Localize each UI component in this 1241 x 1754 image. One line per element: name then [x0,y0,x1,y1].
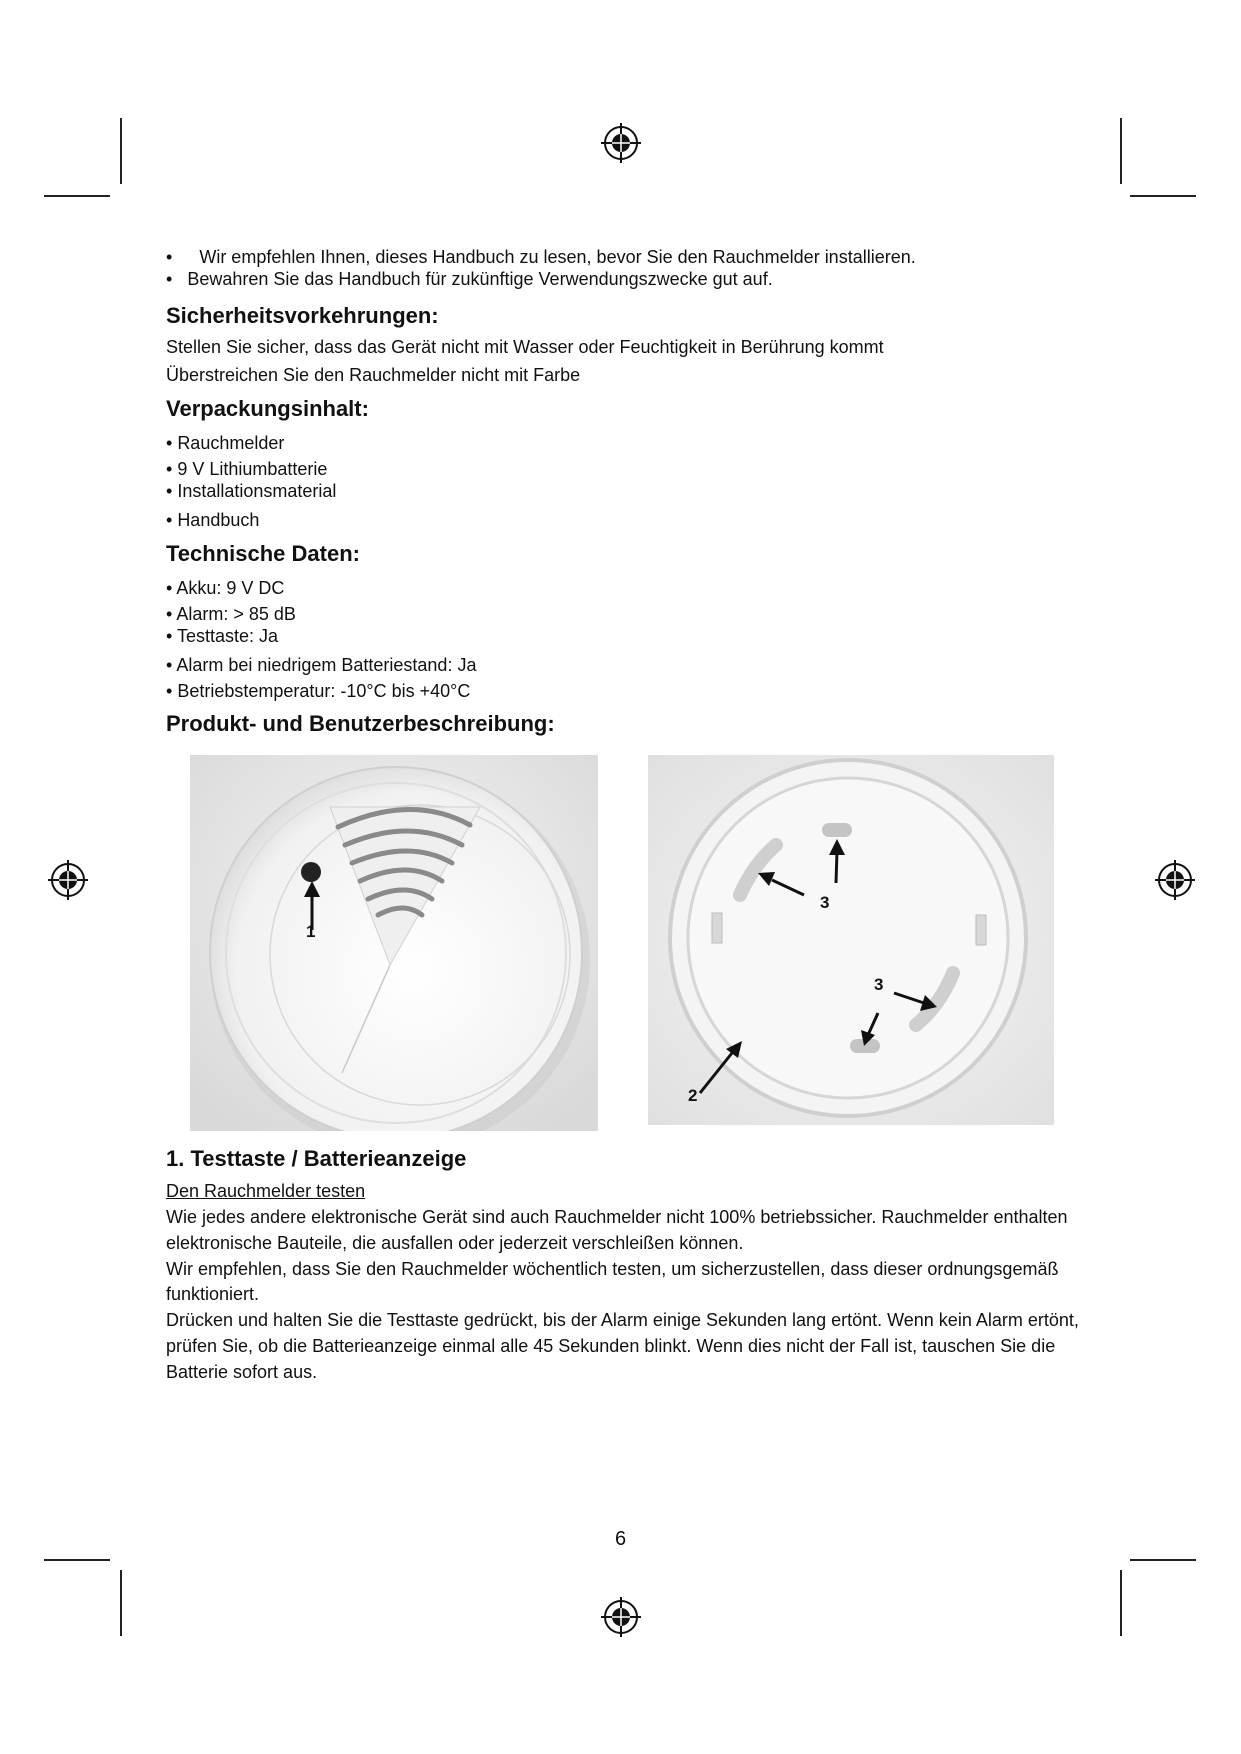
crop-mark-br-vertical [1120,1570,1122,1636]
test-button-led [301,862,321,882]
registration-mark-left [48,860,88,900]
spec-item-2: • Alarm: > 85 dB [166,604,296,624]
intro-bullet-2: • Bewahren Sie das Handbuch für zukünftige Verwendungszwecke gut auf. [166,269,773,289]
crop-mark-br-horizontal [1130,1559,1196,1561]
specs-heading: Technische Daten: [166,541,360,566]
package-item-4: • Handbuch [166,510,260,530]
package-item-1: • Rauchmelder [166,433,285,453]
smoke-detector-front-image [190,755,598,1131]
product-heading: Produkt- und Benutzerbeschreibung: [166,711,555,736]
package-item-3: • Installationsmaterial [166,481,337,501]
package-heading: Verpackungsinhalt: [166,396,369,421]
section1-paragraph-1: Wie jedes andere elektronische Gerät sind auch Rauchmelder nicht 100% betriebssicher. Rauchmelder enthalten elektronische Bauteile, die ausfallen oder jederzeit verschleißen können. [166,1207,1068,1253]
intro-bullet-1: • Wir empfehlen Ihnen, dieses Handbuch zu lesen, bevor Sie den Rauchmelder installieren. [166,247,916,267]
crop-mark-tr-horizontal [1130,195,1196,197]
registration-mark-top [601,123,641,163]
safety-line-2: Überstreichen Sie den Rauchmelder nicht mit Farbe [166,365,581,385]
spec-item-1: • Akku: 9 V DC [166,578,285,598]
figure-label-2: 2 [688,1086,698,1105]
spec-item-3: • Testtaste: Ja [166,626,279,646]
spec-item-4: • Alarm bei niedrigem Batteriestand: Ja [166,655,477,675]
figure-label-3-bottom: 3 [874,975,884,994]
page-number: 6 [614,1528,627,1550]
section1-heading: 1. Testtaste / Batterieanzeige [166,1146,467,1171]
crop-mark-tl-vertical [120,118,122,184]
package-item-2: • 9 V Lithiumbatterie [166,459,328,479]
safety-heading: Sicherheitsvorkehrungen: [166,303,439,328]
crop-mark-tl-horizontal [44,195,110,197]
registration-mark-right [1155,860,1195,900]
section1-body [166,1205,1086,1386]
figure-label-1: 1 [306,922,316,941]
figure-label-3-top: 3 [820,893,830,912]
section1-paragraph-3: Drücken und halten Sie die Testtaste gedrückt, bis der Alarm einige Sekunden lang ertönt. Wenn kein Alarm ertönt, prüfen Sie, ob die Batterieanzeige einmal alle 45 Sekunden blinkt. Wenn dies nicht der Fall ist, tauschen Sie die Batterie sofort aus. [166,1310,1079,1382]
section1-paragraph-2: Wir empfehlen, dass Sie den Rauchmelder wöchentlich testen, um sicherzustellen, dass dieser ordnungsgemäß funktioniert. [166,1258,1059,1305]
crop-mark-tr-vertical [1120,118,1122,184]
safety-line-1: Stellen Sie sicher, dass das Gerät nicht mit Wasser oder Feuchtigkeit in Berührung kommt [166,337,884,357]
smoke-detector-base-image [648,755,1054,1125]
crop-mark-bl-vertical [120,1570,122,1636]
registration-mark-bottom [601,1597,641,1637]
intro-bullets [166,246,1126,290]
section1-subheading: Den Rauchmelder testen [166,1181,366,1201]
spec-item-5: • Betriebstemperatur: -10°C bis +40°C [166,681,471,701]
crop-mark-bl-horizontal [44,1559,110,1561]
